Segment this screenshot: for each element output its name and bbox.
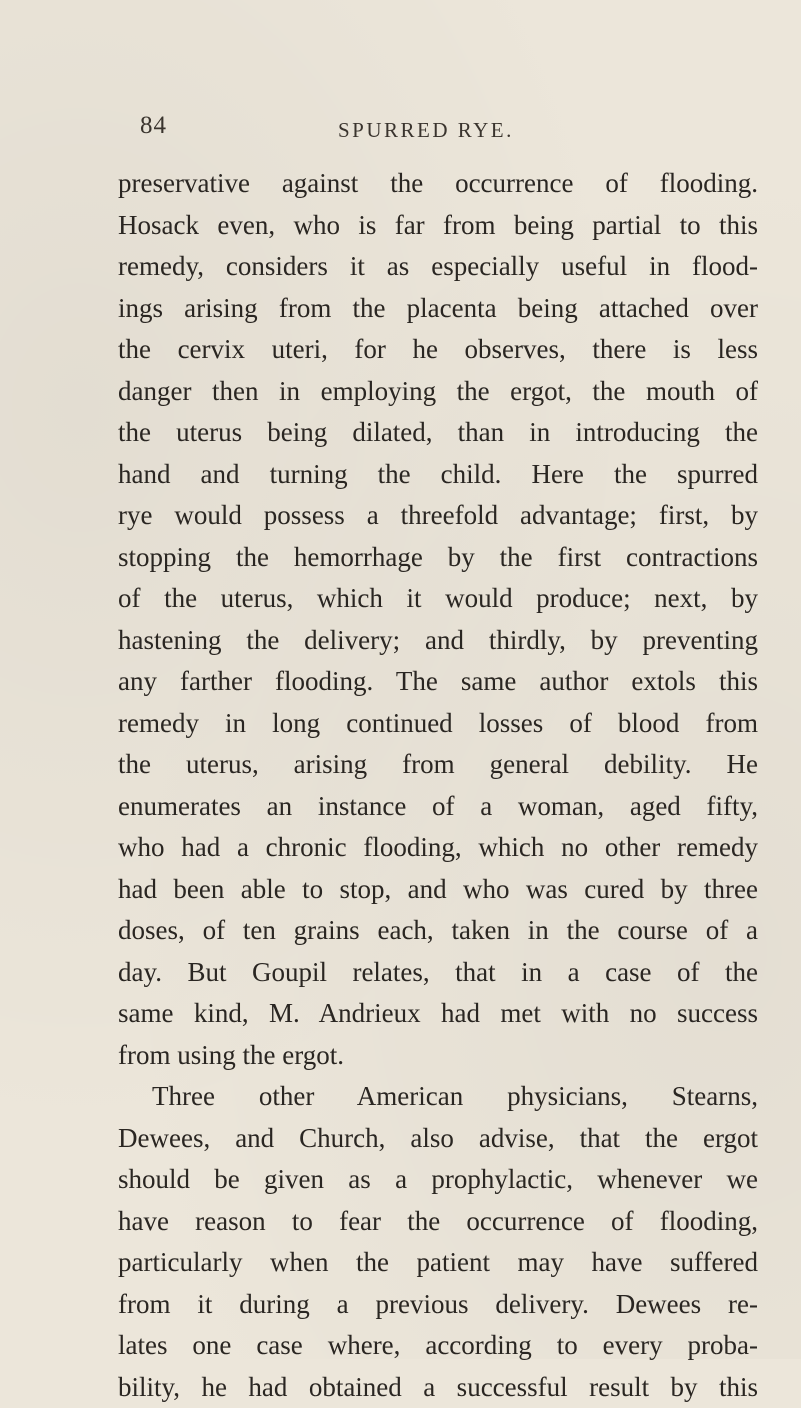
body-text xyxy=(118,163,758,1408)
text-line: lates one case where, according to every proba- xyxy=(118,1325,758,1367)
text-line: preservative against the occurrence of flooding. xyxy=(118,163,758,205)
text-line: who had a chronic flooding, which no other remedy xyxy=(118,827,758,869)
text-line: same kind, M. Andrieux had met with no success xyxy=(118,993,758,1035)
text-line: hastening the delivery; and thirdly, by preventing xyxy=(118,620,758,662)
text-line: the uterus being dilated, than in introducing the xyxy=(118,412,758,454)
text-line: remedy in long continued losses of blood from xyxy=(118,703,758,745)
text-line: particularly when the patient may have suffered xyxy=(118,1242,758,1284)
running-head xyxy=(140,112,760,142)
text-line: stopping the hemorrhage by the first contractions xyxy=(118,537,758,579)
text-line: ings arising from the placenta being attached over xyxy=(118,288,758,330)
text-line: doses, of ten grains each, taken in the course of a xyxy=(118,910,758,952)
text-line: Hosack even, who is far from being partial to this xyxy=(118,205,758,247)
text-line: should be given as a prophylactic, whenever we xyxy=(118,1159,758,1201)
paragraph-first-line: Three other American physicians, Stearns, xyxy=(118,1076,758,1118)
text-line: any farther flooding. The same author extols this xyxy=(118,661,758,703)
text-line: had been able to stop, and who was cured by three xyxy=(118,869,758,911)
text-line: remedy, considers it as especially useful in flood- xyxy=(118,246,758,288)
text-line: danger then in employing the ergot, the mouth of xyxy=(118,371,758,413)
running-title: SPURRED RYE. xyxy=(338,118,514,143)
text-line: rye would possess a threefold advantage; first, by xyxy=(118,495,758,537)
text-line: day. But Goupil relates, that in a case of the xyxy=(118,952,758,994)
page-number: 84 xyxy=(140,112,167,140)
text-line: from using the ergot. xyxy=(118,1035,758,1077)
text-line: the uterus, arising from general debility. He xyxy=(118,744,758,786)
text-line: bility, he had obtained a successful result by this xyxy=(118,1367,758,1408)
text-line: the cervix uteri, for he observes, there is less xyxy=(118,329,758,371)
text-line: enumerates an instance of a woman, aged fifty, xyxy=(118,786,758,828)
text-line: have reason to fear the occurrence of flooding, xyxy=(118,1201,758,1243)
text-line: hand and turning the child. Here the spurred xyxy=(118,454,758,496)
text-line: Dewees, and Church, also advise, that the ergot xyxy=(118,1118,758,1160)
text-line: from it during a previous delivery. Dewees re- xyxy=(118,1284,758,1326)
text-line: of the uterus, which it would produce; next, by xyxy=(118,578,758,620)
